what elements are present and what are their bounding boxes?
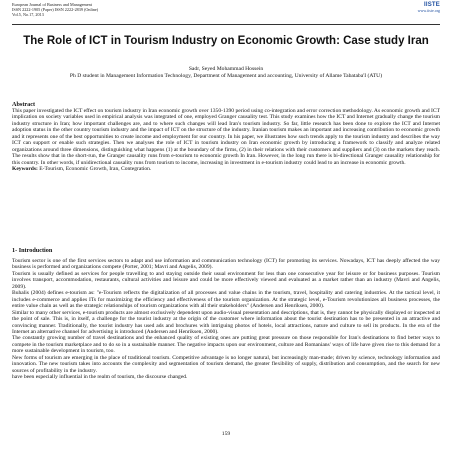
keywords-label: Keywords: bbox=[12, 166, 38, 173]
logo-text: IISTE bbox=[423, 2, 440, 8]
journal-header bbox=[12, 2, 440, 24]
abstract-heading: Abstract bbox=[12, 101, 36, 108]
author-name: Sadr, Seyed Mohammad Hossein bbox=[188, 66, 264, 72]
intro-paragraph: The constantly growing number of travel destinations and the enhanced quality of existing ones are putting great pressure on those responsible for Iran's destinations to find better ways to compete in the tourism marketplace and to do so in a sustainable manner. The negative impacts upon our environment, culture and Romanians' ways of life have given rise to this demand for a more sustainable development in tourism, too. bbox=[12, 335, 440, 355]
intro-paragraph: Similar to many other services, e-tourism products are almost exclusively dependent upon audio-visual presentation and descriptions, that is, they cannot be physically displayed or inspected at the point of sale. This is, in itself, a challenge for the tourist industry at the origin of the customer where information about the tourist destination has to be presented in an attractive and convincing manner. Traditionally, the tourist industry has used ads and brochures with intriguing photos of hotels, local attractions, nature and culture to sell its products. In the era of the Internet an alternative channel for advertising is introduced (Andersen and Henriksen, 2000). bbox=[12, 309, 440, 335]
paper-title: The Role of ICT in Tourism Industry on Economic Growth: Case study Iran bbox=[23, 35, 429, 47]
journal-issn: ISSN 2222-1905 (Paper) ISSN 2222-2839 (Online) bbox=[12, 7, 99, 12]
keywords-line bbox=[12, 166, 440, 172]
author-affiliation: Ph D student in Management Information Technology, Department of Management and accounting, University of Allame Tabataba'I (ATU) bbox=[69, 72, 383, 79]
publisher-logo bbox=[418, 2, 440, 13]
header-rule bbox=[12, 24, 440, 25]
abstract-block bbox=[12, 108, 440, 173]
intro-paragraph: Buhalis (2004) defines e-tourism as: "e-Tourism reflects the digitalization of all processes and value chains in the tourism, travel, hospitality and catering industries. At the tactical level, it includes e-commerce and applies ITs for maximizing the efficiency and effectiveness of the tourism organization. At the strategic level, e-Tourism revolutionizes all business processes, the entire value chain as well as the strategic relationships of tourism organizations with all their stakeholders" (Andersen and Henriksen, 2000). bbox=[12, 290, 440, 310]
introduction-body bbox=[12, 258, 440, 381]
intro-paragraph: Tourism is usually defined as services for people travelling to and staying outside their usual environment for less than one consecutive year for leisure or for business purposes. Tourism involves transport, accommodation, restaurants, cultural activities and leisure and could be more effectively viewed and evaluated as a market rather than an industry (Mavri and Angelis, 2009). bbox=[12, 270, 440, 290]
journal-name: European Journal of Business and Management bbox=[12, 2, 92, 7]
keywords-text: E-Tourism, Economic Growth, Iran, Contegration. bbox=[37, 166, 152, 173]
section-heading-introduction: 1- Introduction bbox=[12, 247, 53, 254]
intro-paragraph: have been especially influential in the realm of tourism, the discourse changed. bbox=[12, 374, 188, 381]
journal-volume: Vol.5, No.17, 2013 bbox=[12, 12, 44, 17]
page-number: 159 bbox=[221, 431, 231, 437]
author-block bbox=[12, 66, 440, 79]
intro-paragraph: New forms of tourism are emerging in the place of traditional tourism. Competitive advantage is no longer natural, but increasingly man-made; driven by science, technology information and innovation. The new tourism takes into accounts the complexity and segmentation of tourism demand, the greater flexibility of supply, distribution and consumption, and the search for new sources of profitability in the industry. bbox=[12, 354, 440, 374]
intro-paragraph: Tourism sector is one of the first services sectors to adapt and use information and communication technology (ICT) for promoting its services. Nowadays, ICT has deeply affected the way business is performed and organizations compete (Porter, 2001; Mavri and Angelis, 2009). bbox=[12, 258, 440, 271]
abstract-text: This paper investigated the ICT effect on tourism industry in Iran economic growth over 1350-1390 period using co-integration and error correction methodology. As economic growth and ICT implication on society variables used in empirical analysis was integrated of one, employed Granger causality test. This study examines how the ICT and Internet gradually change the tourism industry structure in Iran; how important challenges are, and to where such changes will lead Iran's tourism industry. So far, little research has been done to explore the ICT and Internet adoption status in the other country tourism industry and the impact of ICT on the structure of the industry. Iranian tourism makes an important and increasing contribution to economic growth and it represents one of the best opportunities to create income and employment for our country. In his paper, we illustrates how such trends apply to the tourism industry and describes the way ICT can support or enable such strategies. Then we analyses the role of ICT in tourism industry on Iran economic growth by introducing a framework to classify and analyze related organizations around three dimensions, distinguishing what happens (1) at the boundary of the firms, (2) in their relations with their customers and suppliers and (3) on the markets they reach. The results show that in the short-run, the Granger causality runs from e-tourism to economic growth In Iran. However, in the long run there is bi-directional Granger causality relationship for this country. In other words, if unidirectional causality runs from tourism to income, increasing in investment in e-tourism industry could lead to an increase in economic growth. bbox=[12, 108, 440, 166]
logo-url[interactable]: www.iiste.org bbox=[417, 8, 440, 13]
